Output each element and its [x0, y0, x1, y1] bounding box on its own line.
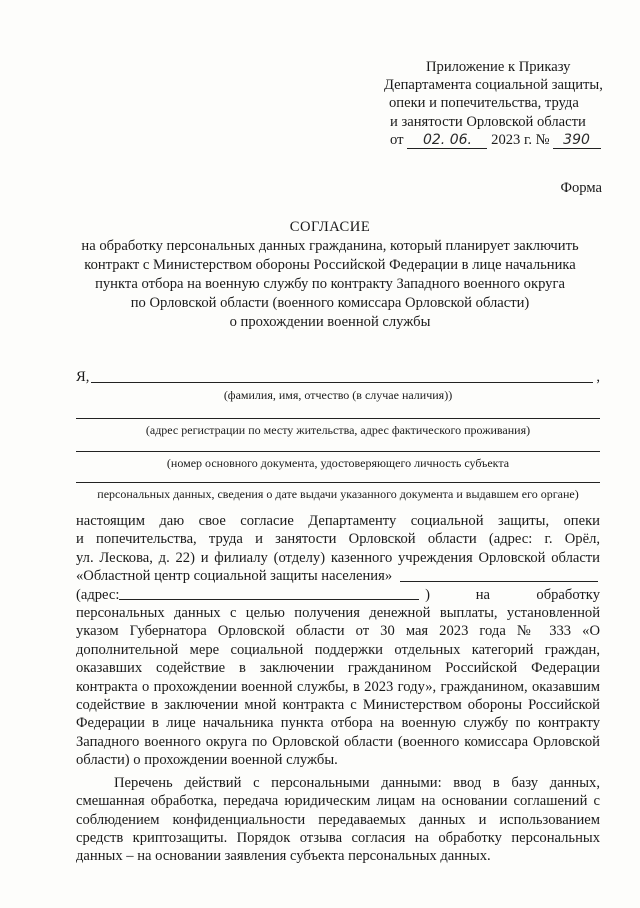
center-address-blank-line[interactable]	[119, 599, 419, 600]
document-blank-line-2[interactable]	[76, 482, 600, 483]
word-on: на	[475, 586, 490, 603]
handwritten-number: 390	[553, 133, 601, 149]
form-label: Форма	[560, 180, 602, 196]
header-date-line	[360, 131, 600, 149]
title-line-3: пункта отбора на военную службу по контракту Западного военного округа	[95, 276, 565, 292]
title-line-5: о прохождении военной службы	[229, 314, 431, 330]
name-caption-wrap	[76, 388, 600, 403]
ya-label: Я,	[76, 369, 90, 385]
body-rest: персональных данных с целью получения денежной выплаты, установленной указом Губернатора Орловской области от 30 мая 2023 года № 333 «О дополнительной мере социальной поддержки отдельных категорий граждан, оказавших содействие в заключении гражданином Российской Федерации контракта о прохождении военной службы, в 2023 году», гражданином, оказавшим содействие в заключении мной контракта с Министерством обороны Российской Федерации в лице начальника пункта отбора на военную службу по контракту Западного военного округа по Орловской области (военного комиссара Орловской области) о прохождении военной службы.	[76, 605, 600, 769]
center-blank-line[interactable]	[400, 581, 598, 582]
document-caption-wrap	[76, 456, 600, 471]
address-blank-line[interactable]	[76, 418, 600, 419]
date-prefix: от	[390, 131, 404, 148]
title-main: СОГЛАСИЕ	[289, 219, 371, 235]
body-line-1: настоящим даю свое согласие Департаменту социальной защиты, опеки	[76, 513, 600, 529]
center-name: «Областной центр социальной защиты населения»	[76, 568, 393, 585]
address-open: (адрес:	[76, 586, 120, 603]
title-line-4: по Орловской области (военного комиссара Орловской области)	[130, 295, 530, 311]
header-line-4: и занятости Орловской области	[390, 113, 586, 130]
header-line-1: Приложение к Приказу	[426, 59, 571, 75]
handwritten-date: 02. 06.	[407, 133, 487, 149]
document-caption-cont-wrap	[76, 487, 600, 502]
document-blank-line[interactable]	[76, 451, 600, 452]
caption-address: (адрес регистрации по месту жительства, адрес фактического проживания)	[145, 423, 531, 437]
body-line-3: ул. Лескова, д. 22) и филиалу (отделу) казенного учреждения Орловской области	[76, 549, 600, 566]
document-title	[60, 218, 600, 332]
body-line-5	[76, 586, 600, 604]
header-line-2: Департамента социальной защиты,	[384, 77, 603, 94]
body-line-4	[76, 567, 600, 585]
address-caption-wrap	[76, 423, 600, 438]
word-processing: обработку	[536, 586, 600, 603]
caption-doc-cont: персональных данных, сведения о дате выдачи указанного документа и выдавшем его органе)	[97, 487, 579, 501]
body-line-2: и попечительства, труда и занятости Орловской области (адрес: г. Орёл,	[76, 531, 600, 548]
order-appendix-header	[360, 58, 603, 149]
name-field-row	[76, 368, 600, 386]
name-blank-line[interactable]	[91, 382, 593, 383]
caption-name: (фамилия, имя, отчество (в случае наличия))	[223, 388, 453, 402]
title-line-2: контракт с Министерством обороны Российской Федерации в лице начальника	[84, 257, 576, 273]
year-text: 2023 г. №	[491, 131, 550, 148]
consent-body	[76, 512, 600, 866]
address-close: )	[425, 586, 430, 603]
header-line-3: опеки и попечительства, труда	[389, 95, 579, 112]
ya-comma: ,	[596, 369, 600, 385]
actions-paragraph: Перечень действий с персональными данными: ввод в базу данных, смешанная обработка, передача юридическим лицам на основании соглашений с соблюдением конфиденциальности передаваемых данных и использованием средств криптозащиты. Порядок отзыва согласия на обработку персональных данных – на основании заявления субъекта персональных данных.	[76, 774, 600, 865]
caption-doc: (номер основного документа, удостоверяющего личность субъекта	[166, 456, 510, 470]
title-line-1: на обработку персональных данных гражданина, который планирует заключить	[81, 238, 579, 254]
